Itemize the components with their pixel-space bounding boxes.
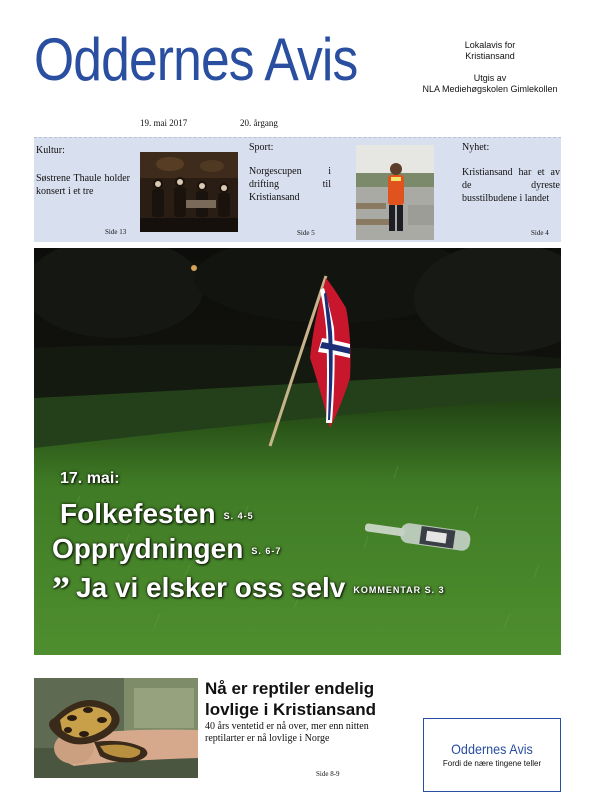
teaser-kultur-page: Side 13 [105,228,127,236]
hero-headline-1-text: Folkefesten [60,498,216,529]
drifting-photo[interactable] [356,145,434,240]
tagline-line-1: Lokalavis for [464,40,516,50]
story-body: 40 års ventetid er nå over, mer enn nitten reptilarter er nå lovlige i Norge [205,721,369,744]
teaser-sport-label[interactable]: Sport: [249,142,274,153]
hero-headline-opprydningen[interactable] [52,533,281,565]
masthead-title: Oddernes Avis [34,26,358,93]
box-tagline: Fordi de nære tingene teller [442,759,542,768]
hero-headline-folkefesten[interactable] [60,498,254,530]
story-headline[interactable]: Nå er reptiler endelig lovlige i Kristiansand [205,679,376,719]
hero-headline-3-text: Ja vi elsker oss selv [76,572,346,603]
hero-headline-2-ref: S. 6-7 [251,545,282,556]
teaser-kultur-label[interactable]: Kultur: [36,145,65,156]
publisher-line-1: Utgis av [473,73,507,83]
hero-headline-2-text: Opprydningen [52,533,244,564]
publisher-line-2: NLA Mediehøgskolen Gimlekollen [422,84,558,94]
band-divider [34,137,561,138]
hero-kicker: 17. mai: [60,470,120,487]
box-title: Oddernes Avis [451,741,533,757]
hero-headline-kommentar[interactable] [52,568,445,610]
story-page-ref: Side 8-9 [316,770,340,778]
teaser-nyhet-text[interactable]: Kristiansand har et av de dyreste busstilbudene i landet [462,167,560,204]
quote-icon: ” [52,569,70,609]
issue-date: 19. mai 2017 [140,118,188,128]
concert-photo[interactable] [140,152,238,232]
snake-image [34,678,198,778]
issue-volume: 20. årgang [240,118,278,128]
newspaper-slogan-box [423,718,561,792]
hero-headline-1-ref: S. 4-5 [223,510,254,521]
tagline-line-2: Kristiansand [465,51,515,61]
hero-feature[interactable] [34,248,561,655]
teaser-sport-text[interactable]: Norgescupen i drifting til Kristiansand [249,166,331,203]
drifting-image [356,145,434,240]
reptile-photo[interactable] [34,678,198,778]
hero-headline-3-ref: KOMMENTAR S. 3 [353,584,445,595]
teaser-kultur-text[interactable]: Søstrene Thaule holder konsert i et tre [36,173,130,197]
teaser-nyhet-page: Side 4 [531,229,549,237]
teaser-sport-page: Side 5 [297,229,315,237]
concert-image [140,152,238,232]
teaser-nyhet-label[interactable]: Nyhet: [462,142,490,153]
publication-info [400,40,580,95]
